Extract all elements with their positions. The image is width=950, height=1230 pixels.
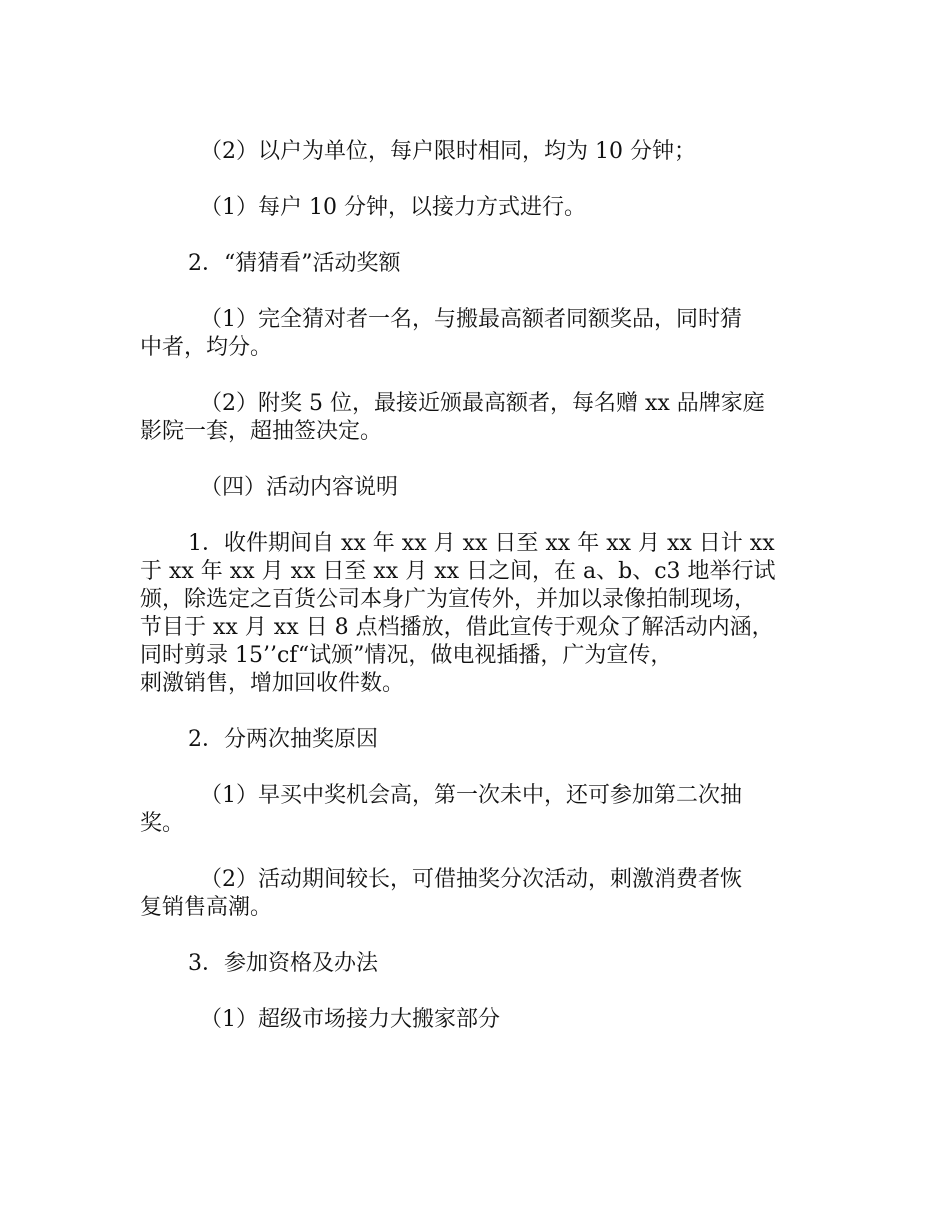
text-line: 2．“猜猜看”活动奖额 [188, 251, 401, 276]
text-line: 3．参加资格及办法 [188, 951, 378, 976]
text-line: （1）每户 10 分钟，以接力方式进行。 [200, 195, 586, 220]
text-line: 奖。 [140, 811, 185, 836]
text-line: 影院一套，超抽签决定。 [140, 419, 383, 444]
text-line: 于 xx 年 xx 月 xx 日至 xx 月 xx 日之间，在 a、b、c3 地举行试 [140, 559, 776, 584]
paragraph [140, 138, 820, 166]
text-line: 2．分两次抽奖原因 [188, 727, 378, 752]
section-heading [140, 726, 820, 754]
text-line: 刺激销售，增加回收件数。 [140, 671, 405, 696]
section-heading [140, 474, 820, 502]
text-line: （2）附奖 5 位，最接近颁最高额者，每名赠 xx 品牌家庭 [200, 391, 765, 416]
text-line: 1．收件期间自 xx 年 xx 月 xx 日至 xx 年 xx 月 xx 日计 xx [188, 531, 775, 556]
text-line: 中者，均分。 [140, 335, 273, 360]
text-line: 同时剪录 15’’cf“试颁”情况，做电视插播，广为宣传， [140, 643, 673, 668]
text-line: （1）完全猜对者一名，与搬最高额者同额奖品，同时猜 [200, 307, 742, 332]
text-line: （2）以户为单位，每户限时相同，均为 10 分钟； [200, 139, 696, 164]
text-line: （1）超级市场接力大搬家部分 [200, 1007, 500, 1032]
text-line: 节目于 xx 月 xx 日 8 点档播放，借此宣传于观众了解活动内涵， [140, 615, 774, 640]
document-body [140, 138, 820, 1062]
paragraph [140, 390, 820, 446]
section-heading [140, 250, 820, 278]
section-heading [140, 950, 820, 978]
text-line: 颁，除选定之百货公司本身广为宣传外，并加以录像拍制现场， [140, 587, 757, 612]
text-line: （2）活动期间较长，可借抽奖分次活动，刺激消费者恢 [200, 867, 742, 892]
text-line: （1）早买中奖机会高，第一次未中，还可参加第二次抽 [200, 783, 742, 808]
paragraph [140, 866, 820, 922]
paragraph [140, 306, 820, 362]
paragraph [140, 1006, 820, 1034]
paragraph [140, 194, 820, 222]
paragraph [140, 530, 820, 698]
text-line: （四）活动内容说明 [200, 475, 399, 500]
text-line: 复销售高潮。 [140, 895, 273, 920]
paragraph [140, 782, 820, 838]
